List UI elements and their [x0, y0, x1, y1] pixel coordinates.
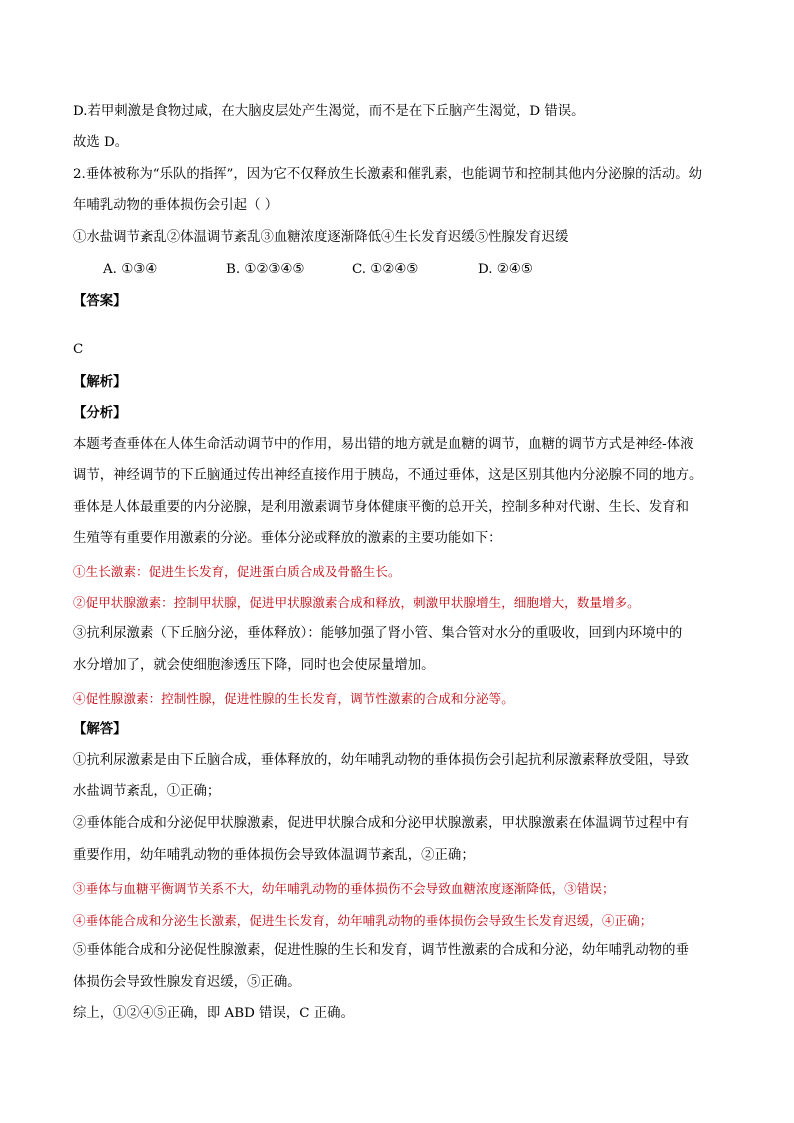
option-d-text: ②④⑤	[496, 262, 533, 277]
option-c-label: C.	[352, 262, 367, 277]
hormone-1: ①生长激素：促进生长发育，促进蛋白质合成及骨骼生长。	[73, 564, 401, 579]
option-b	[226, 261, 304, 279]
hormone-3-line2: 水分增加了，就会使细胞渗透压下降，同时也会使尿量增加。	[73, 658, 435, 673]
analysis-p1-line1: 本题考查垂体在人体生命活动调节中的作用，易出错的地方就是血糖的调节，血糖的调节方式是神经-体液	[73, 437, 694, 452]
option-c-text: ①②④⑤	[370, 262, 419, 277]
solution-1-line2: 水盐调节紊乱，①正确；	[73, 784, 221, 799]
analysis-header: 【分析】	[73, 405, 127, 421]
solution-2-line2: 重要作用，幼年哺乳动物的垂体损伤会导致体温调节紊乱，②正确；	[73, 848, 475, 863]
analysis-p1-line2: 调节，神经调节的下丘脑通过传出神经直接作用于胰岛，不通过垂体，这是区别其他内分泌腺不同的地方。	[73, 468, 703, 483]
option-d	[478, 261, 533, 279]
option-b-label: B.	[226, 262, 241, 277]
hormone-3-line1: ③抗利尿激素（下丘脑分泌，垂体释放）：能够加强了肾小管、集合管对水分的重吸收，回到内环境中的	[73, 626, 683, 641]
solution-5-line2: 体损伤会导致性腺发育迟缓，⑤正确。	[73, 975, 301, 990]
solution-5-line1: ⑤垂体能合成和分泌促性腺激素，促进性腺的生长和发育，调节性激素的合成和分泌，幼年哺乳动物的垂	[73, 943, 689, 958]
prev-conclusion: 故选 D。	[73, 135, 129, 150]
option-a	[103, 261, 157, 279]
answer-header: 【答案】	[73, 293, 127, 309]
prev-answer-d: D.若甲刺激是食物过咸，在大脑皮层处产生渴觉，而不是在下丘脑产生渴觉，D 错误。	[73, 104, 585, 119]
question-stem-line2: 年哺乳动物的垂体损伤会引起（ ）	[73, 198, 279, 213]
option-a-label: A.	[103, 262, 117, 277]
option-a-text: ①③④	[121, 262, 158, 277]
solution-1-line1: ①抗利尿激素是由下丘脑合成，垂体释放的，幼年哺乳动物的垂体损伤会引起抗利尿激素释放受阻，导致	[73, 753, 689, 768]
option-b-text: ①②③④⑤	[244, 262, 305, 277]
solution-header: 【解答】	[73, 721, 127, 737]
hormone-2: ②促甲状腺激素：控制甲状腺，促进甲状腺激素合成和释放，刺激甲状腺增生，细胞增大，数量增多。	[73, 595, 640, 610]
solution-4: ④垂体能合成和分泌生长激素，促进生长发育，幼年哺乳动物的垂体损伤会导致生长发育迟缓，④正确；	[73, 913, 653, 928]
analysis-p2-line1: 垂体是人体最重要的内分泌腺，是利用激素调节身体健康平衡的总开关，控制多种对代谢、生长、发育和	[73, 500, 689, 515]
explain-header: 【解析】	[73, 374, 127, 390]
question-items: ①水盐调节紊乱②体温调节紊乱③血糖浓度逐渐降低④生长发育迟缓⑤性腺发育迟缓	[73, 230, 569, 245]
analysis-p2-line2: 生殖等有重要作用激素的分泌。垂体分泌或释放的激素的主要功能如下：	[73, 531, 502, 546]
answer-value: C	[73, 342, 84, 357]
solution-summary: 综上，①②④⑤正确，即 ABD 错误，C 正确。	[73, 1006, 354, 1021]
option-d-label: D.	[478, 262, 493, 277]
solution-3: ③垂体与血糖平衡调节关系不大，幼年哺乳动物的垂体损伤不会导致血糖浓度逐渐降低，③错误；	[73, 881, 615, 896]
hormone-4: ④促性腺激素：控制性腺，促进性腺的生长发育，调节性激素的合成和分泌等。	[73, 691, 514, 706]
question-stem-line1: 2.垂体被称为“乐队的指挥”，因为它不仅释放生长激素和催乳素，也能调节和控制其他内分泌腺的活动。幼	[73, 167, 703, 182]
option-c	[352, 261, 418, 279]
solution-2-line1: ②垂体能合成和分泌促甲状腺激素，促进甲状腺合成和分泌甲状腺激素，甲状腺激素在体温调节过程中有	[73, 816, 689, 831]
